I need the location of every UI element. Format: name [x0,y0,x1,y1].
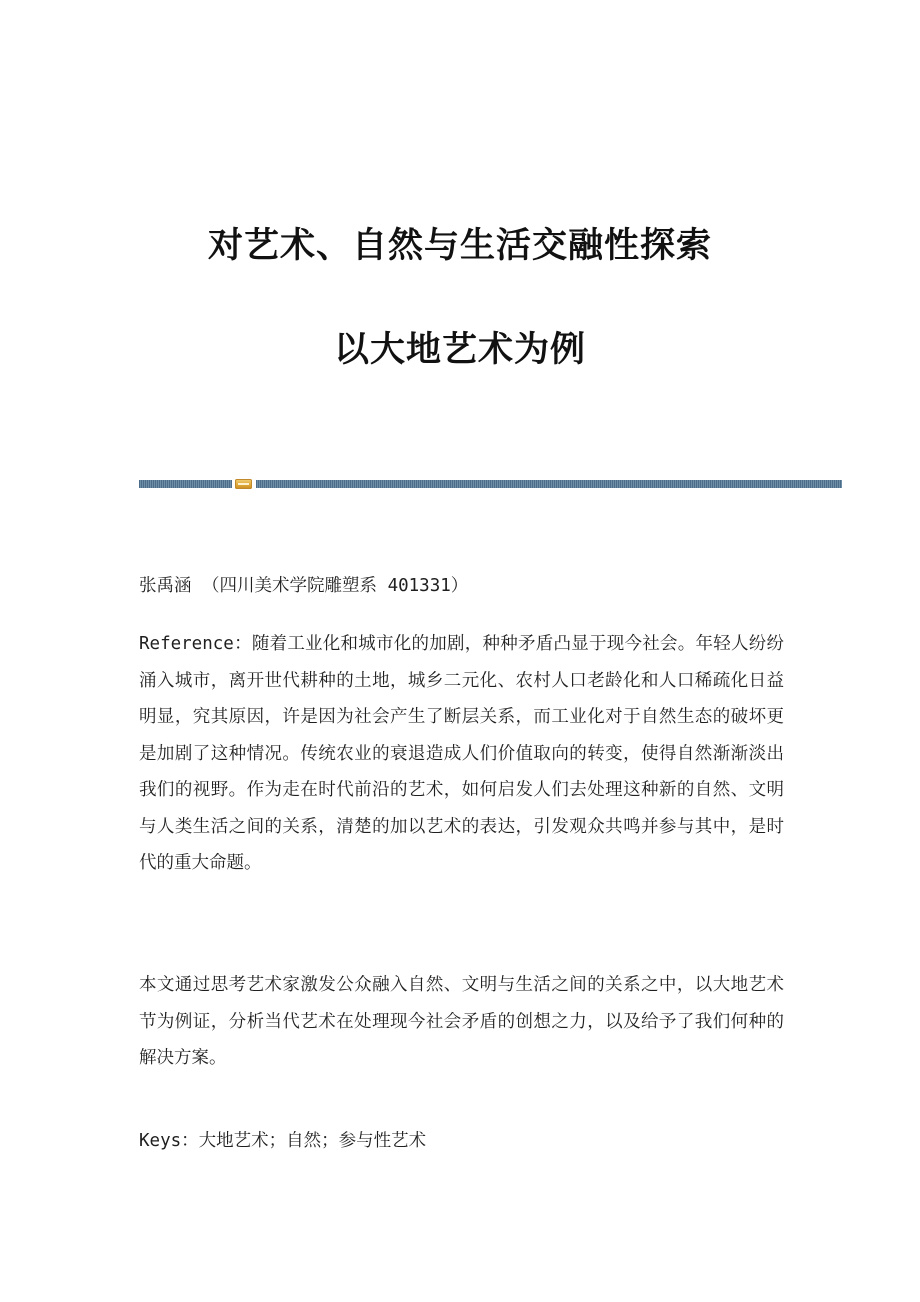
document-title: 对艺术、自然与生活交融性探索 [207,225,712,266]
divider-bar-left [139,480,232,488]
reference-paragraph: Reference：随着工业化和城市化的加剧，种种矛盾凸显于现今社会。年轻人纷纷涌入城市，离开世代耕种的土地，城乡二元化、农村人口老龄化和人口稀疏化日益明显，究其原因，许是因为社会产生了断层关系，而工业化对于自然生态的破坏更是加剧了这种情况。传统农业的衰退造成人们价值取向的转变，使得自然渐渐淡出我们的视野。作为走在时代前沿的艺术，如何启发人们去处理这种新的自然、文明与人类生活之间的关系，清楚的加以艺术的表达，引发观众共鸣并参与其中，是时代的重大命题。 [139,634,784,873]
body-paragraph: 本文通过思考艺术家激发公众融入自然、文明与生活之间的关系之中，以大地艺术节为例证，分析当代艺术在处理现今社会矛盾的创想之力，以及给予了我们何种的解决方案。 [139,975,784,1068]
title-divider [139,478,842,490]
author-line: 张禹涵 （四川美术学院雕塑系 401331） [139,576,469,596]
divider-ornament-icon [235,479,252,489]
divider-bar-right [256,480,842,488]
document-subtitle: 以大地艺术为例 [333,329,586,370]
keywords-line: Keys：大地艺术；自然；参与性艺术 [139,1131,427,1151]
